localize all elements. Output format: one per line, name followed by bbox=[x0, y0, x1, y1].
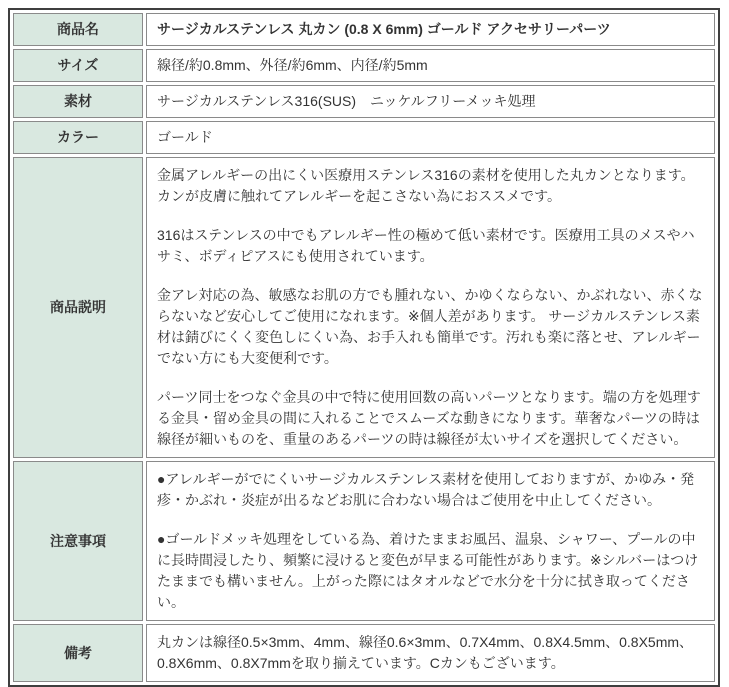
row-value-product-name: サージカルステンレス 丸カン (0.8 X 6mm) ゴールド アクセサリーパーツ bbox=[146, 13, 715, 46]
spec-row-caution bbox=[13, 461, 715, 621]
spec-row-description bbox=[13, 157, 715, 458]
row-value-material: サージカルステンレス316(SUS) ニッケルフリーメッキ処理 bbox=[146, 85, 715, 118]
row-label-remarks: 備考 bbox=[13, 624, 143, 682]
row-label-description: 商品説明 bbox=[13, 157, 143, 458]
row-label-caution: 注意事項 bbox=[13, 461, 143, 621]
row-label-material: 素材 bbox=[13, 85, 143, 118]
spec-row-product-name bbox=[13, 13, 715, 46]
row-value-description bbox=[146, 157, 715, 458]
row-label-product-name: 商品名 bbox=[13, 13, 143, 46]
description-paragraph: 金アレ対応の為、敏感なお肌の方でも腫れない、かゆくならない、かぶれない、赤くならないなど安心してご使用になれます。※個人差があります。 サージカルステンレス素材は錆びにくく変色しにくい為、お手入れも簡単です。汚れも楽に落とせ、アレルギーでない方にも大変便利です。 bbox=[157, 287, 703, 366]
product-spec-table bbox=[8, 8, 720, 687]
spec-row-remarks bbox=[13, 624, 715, 682]
spec-row-color bbox=[13, 121, 715, 154]
row-label-color: カラー bbox=[13, 121, 143, 154]
row-label-size: サイズ bbox=[13, 49, 143, 82]
description-paragraph: パーツ同士をつなぐ金具の中で特に使用回数の高いパーツとなります。端の方を処理する金具・留め金具の間に入れることでスムーズな動きになります。華奢なパーツの時は線径が細いものを、重量のあるパーツの時は線径が太いサイズを選択してください。 bbox=[157, 389, 701, 447]
remarks-paragraph: 丸カンは線径0.5×3mm、4mm、線径0.6×3mm、0.7X4mm、0.8X4.5mm、0.8X5mm、0.8X6mm、0.8X7mmを取り揃えています。Cカンもございます。 bbox=[157, 634, 694, 671]
caution-paragraph: ●アレルギーがでにくいサージカルステンレス素材を使用しておりますが、かゆみ・発疹・かぶれ・炎症が出るなどお肌に合わない場合はご使用を中止してください。 bbox=[157, 471, 695, 508]
spec-row-material bbox=[13, 85, 715, 118]
description-paragraph: 316はステンレスの中でもアレルギー性の極めて低い素材です。医療用工具のメスやハサミ、ボディピアスにも使用されています。 bbox=[157, 227, 695, 264]
caution-paragraph: ●ゴールドメッキ処理をしている為、着けたままお風呂、温泉、シャワー、プールの中に長時間浸したり、頻繁に浸けると変色が早まる可能性があります。※シルバーはつけたままでも構いません。上がった際にはタオルなどで水分を十分に拭き取ってください。 bbox=[157, 531, 699, 610]
description-paragraph: 金属アレルギーの出にくい医療用ステンレス316の素材を使用した丸カンとなります。カンが皮膚に触れてアレルギーを起こさない為におススメです。 bbox=[157, 167, 695, 204]
row-value-size: 線径/約0.8mm、外径/約6mm、内径/約5mm bbox=[146, 49, 715, 82]
spec-row-size bbox=[13, 49, 715, 82]
row-value-color: ゴールド bbox=[146, 121, 715, 154]
row-value-caution bbox=[146, 461, 715, 621]
row-value-remarks bbox=[146, 624, 715, 682]
